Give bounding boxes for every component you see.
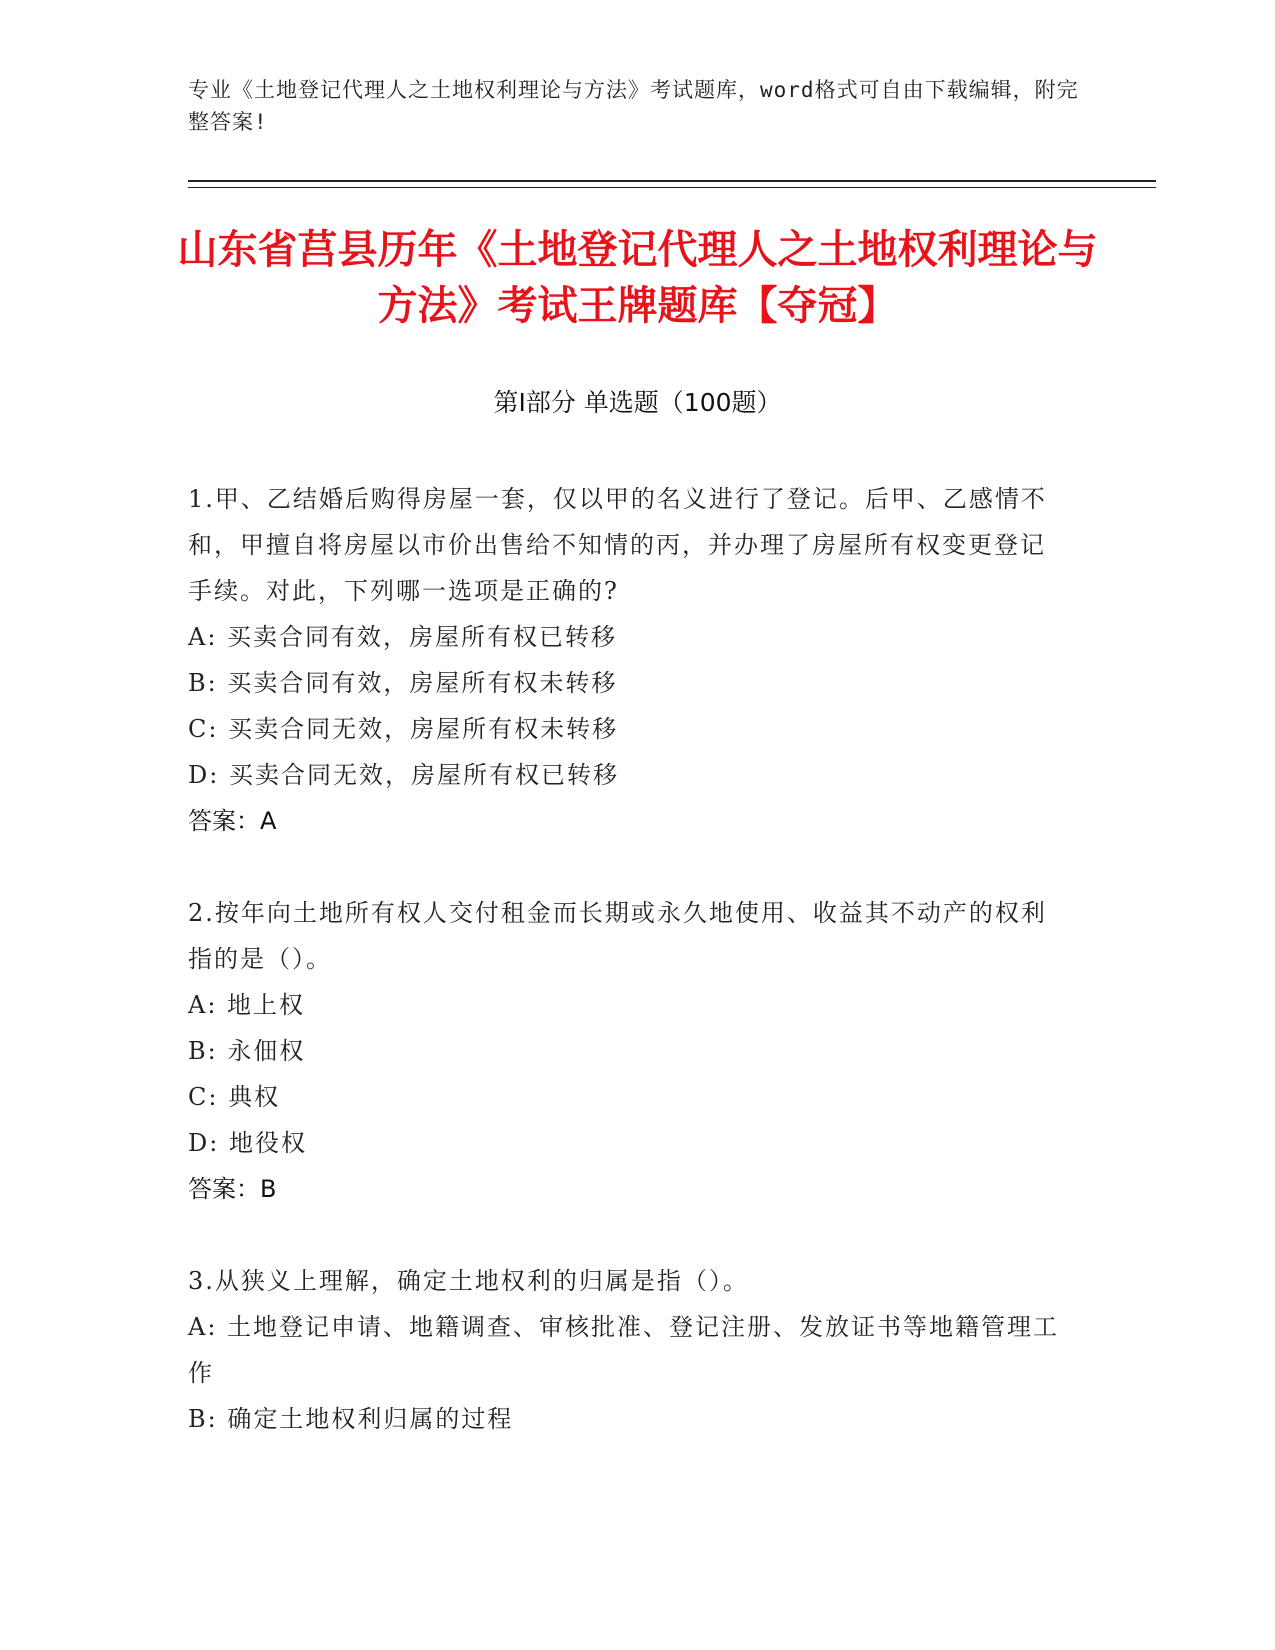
option-d: D: 买卖合同无效，房屋所有权已转移 <box>188 761 619 789</box>
answer: 答案：B <box>188 1175 277 1203</box>
question-list <box>188 476 1068 1488</box>
section-title: 第I部分 单选题（100题） <box>493 388 782 417</box>
header-note: 专业《土地登记代理人之土地权利理论与方法》考试题库，word格式可自由下载编辑，附完整答案! <box>188 78 1079 134</box>
header-rule-thick <box>188 180 1156 182</box>
question-text: 3.从狭义上理解，确定土地权利的归属是指（）。 <box>188 1267 749 1295</box>
question-1 <box>188 476 1068 844</box>
option-a: A: 土地登记申请、地籍调查、审核批准、登记注册、发放证书等地籍管理工作 <box>188 1313 1060 1387</box>
question-text: 1.甲、乙结婚后购得房屋一套，仅以甲的名义进行了登记。后甲、乙感情不和，甲擅自将房屋以市价出售给不知情的丙，并办理了房屋所有权变更登记手续。对此，下列哪一选项是正确的? <box>188 485 1047 605</box>
option-b: B: 永佃权 <box>188 1037 306 1065</box>
option-a: A: 买卖合同有效，房屋所有权已转移 <box>188 623 618 651</box>
option-c: C: 典权 <box>188 1083 281 1111</box>
question-3 <box>188 1258 1068 1442</box>
option-c: C: 买卖合同无效，房屋所有权未转移 <box>188 715 619 743</box>
question-text: 2.按年向土地所有权人交付租金而长期或永久地使用、收益其不动产的权利指的是（）。 <box>188 899 1047 973</box>
header-rule-thin <box>188 187 1156 188</box>
option-a: A: 地上权 <box>188 991 306 1019</box>
answer: 答案：A <box>188 807 277 835</box>
option-d: D: 地役权 <box>188 1129 307 1157</box>
document-title: 山东省莒县历年《土地登记代理人之土地权利理论与方法》考试王牌题库【夺冠】 <box>177 227 1098 329</box>
option-b: B: 确定土地权利归属的过程 <box>188 1405 514 1433</box>
option-b: B: 买卖合同有效，房屋所有权未转移 <box>188 669 618 697</box>
question-2 <box>188 890 1068 1212</box>
